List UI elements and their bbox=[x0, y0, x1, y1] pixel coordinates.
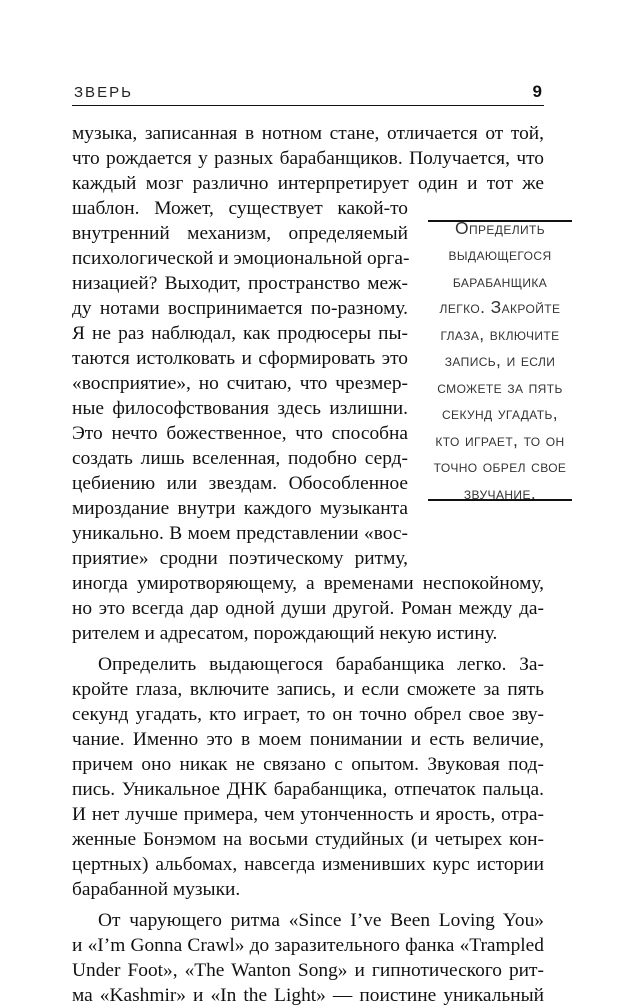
body-line: барабанной музыки. bbox=[72, 879, 241, 900]
running-title: ЗВЕРЬ bbox=[74, 84, 133, 101]
body-line: приятие» сродни поэтическому ритму, bbox=[72, 548, 408, 569]
body-line: мироздание внутри каждого музыканта bbox=[72, 498, 408, 519]
header-rule bbox=[72, 105, 544, 106]
body-line: что рождается у разных барабанщиков. Получается, что bbox=[72, 148, 544, 169]
body-line: кройте глаза, включите запись, и если сможете за пять bbox=[72, 679, 544, 700]
body-line: женные Бонэмом на восьми студийных (и четырех кон- bbox=[72, 829, 544, 850]
page-number: 9 bbox=[532, 82, 542, 101]
body-line: цебиению или звездам. Обособленное bbox=[72, 473, 408, 494]
body-line: шаблон. Может, существует какой-то bbox=[72, 198, 408, 219]
body-line: музыка, записанная в нотном стане, отличается от той, bbox=[72, 123, 544, 144]
body-line: Я не раз наблюдал, как продюсеры пы- bbox=[72, 323, 408, 344]
body-line: создать лишь вселенная, подобно серд- bbox=[72, 448, 408, 469]
body-line: Under Foot», «The Wanton Song» и гипнотического рит- bbox=[72, 960, 544, 981]
body-line: Определить выдающегося барабанщика легко. За- bbox=[98, 654, 544, 675]
body-line: цертных) альбомах, навсегда изменивших курс истории bbox=[72, 854, 544, 875]
body-line: «восприятие», но считаю, что чрезмер- bbox=[72, 373, 408, 394]
body-line: чание. Именно это в моем понимании и есть величие, bbox=[72, 729, 544, 750]
body-line: ма «Kashmir» и «In the Light» — поистине уникальный bbox=[72, 985, 544, 1006]
body-line: От чарующего ритма «Since I’ve Been Loving You» bbox=[98, 910, 544, 931]
body-line: но это всегда дар одной души другой. Роман между да- bbox=[72, 598, 544, 619]
body-line: рителем и адресатом, порождающий некую истину. bbox=[72, 623, 498, 644]
pull-quote bbox=[428, 217, 572, 503]
body-line: низацией? Выходит, пространство меж- bbox=[72, 273, 408, 294]
running-head bbox=[72, 82, 544, 104]
body-line: И нет лучше примера, чем утонченность и ярость, отра- bbox=[72, 804, 544, 825]
body-line: внутренний механизм, определяемый bbox=[72, 223, 408, 244]
body-line: пись. Уникальное ДНК барабанщика, отпечаток пальца. bbox=[72, 779, 544, 800]
body-line: ду нотами воспринимается по-разному. bbox=[72, 298, 408, 319]
body-line: ные философствования здесь излишни. bbox=[72, 398, 408, 419]
pull-quote-text: Определить выдающегося барабанщика легко. Закройте глаза, включите запись, и если сможете за пять секунд угадать, кто играет, то он точно обрел свое звучание. bbox=[433, 217, 567, 503]
body-line: каждый мозг различно интерпретирует один и тот же bbox=[72, 173, 544, 194]
body-line: уникально. В моем представлении «вос- bbox=[72, 523, 408, 544]
body-line: секунд угадать, кто играет, то он точно обрел свое зву- bbox=[72, 704, 544, 725]
body-line: психологической и эмоциональной орга- bbox=[72, 248, 410, 269]
body-line: Это нечто божественное, что способна bbox=[72, 423, 408, 444]
body-line: причем оно никак не связано с опытом. Звуковая под- bbox=[72, 754, 544, 775]
body-line: таются истолковать и сформировать это bbox=[72, 348, 408, 369]
body-line: и «I’m Gonna Crawl» до заразительного фанка «Trampled bbox=[72, 935, 544, 956]
body-line: иногда умиротворяющему, а временами неспокойному, bbox=[72, 573, 544, 594]
